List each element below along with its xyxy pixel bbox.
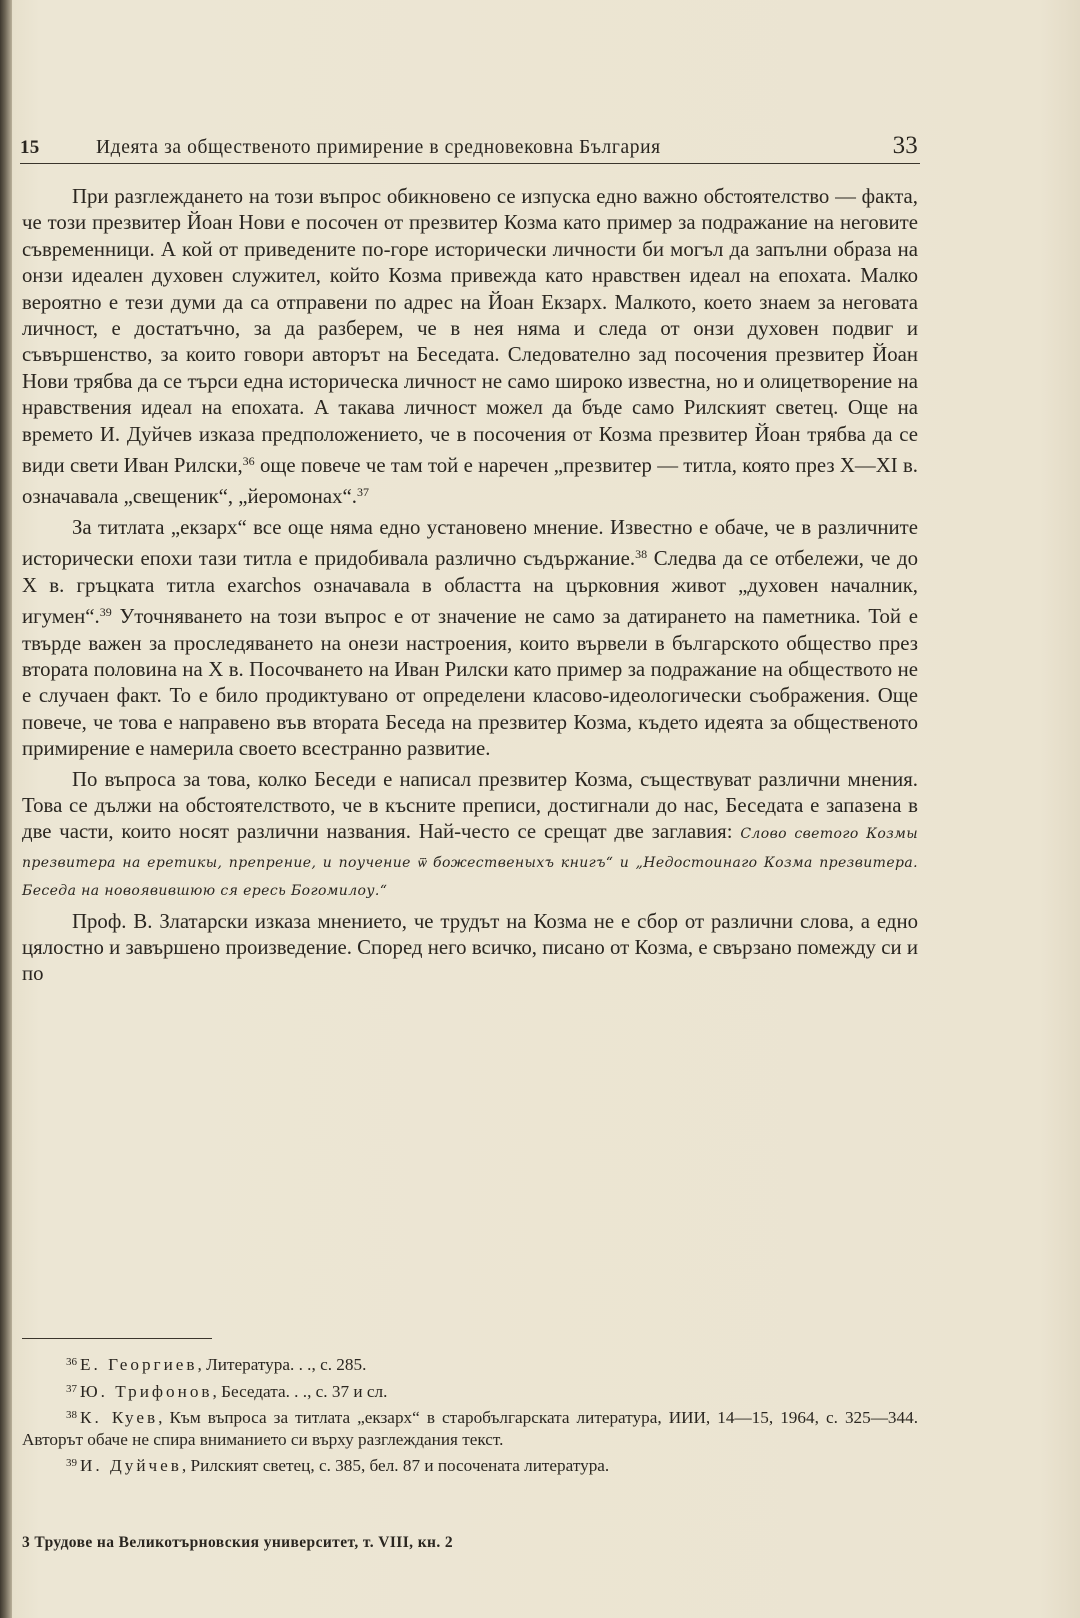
footnote-text: , Литература. . ., с. 285.	[197, 1355, 367, 1374]
paragraph-1	[22, 184, 918, 511]
footnote-number: 39	[66, 1457, 77, 1469]
header-rule	[20, 163, 920, 164]
footnote-author: Ю. Трифонов	[80, 1381, 213, 1401]
footnote-author: И. Дуйчев	[80, 1456, 182, 1475]
footnote-number: 36	[66, 1356, 77, 1368]
footnote-37	[22, 1379, 918, 1403]
footnote-text: , Към въпроса за титлата „екзарх“ в старобългарската литература, ИИИ, 14—15, 1964, с. 325—344. Авторът обаче не спира вниманието си върху разглеждания текст.	[22, 1408, 918, 1449]
footnote-number: 37	[66, 1382, 77, 1395]
paragraph-1-tail: още повече че там той е наречен „презвитер — титла, която през X—XI в. означавала „свещеник“, „йеромонах“.	[22, 454, 919, 509]
page-number: 33	[892, 132, 918, 159]
paragraph-1-text: При разглеждането на този въпрос обикновено се изпуска едно важно обстоятелство — факта, че този презвитер Йоан Нови е посочен от презвитер Козма като пример за подражание на неговите съвременници. А кой от приведените по-горе исторически личности би могъл да запълни образа на онзи идеален духовен служител, който Козма привежда като нравствен идеал на епохата. Малко вероятно е тези думи да са отправени по адрес на Йоан Екзарх. Малкото, което знаем за неговата личност, е достатъчно, за да разберем, че в нея няма и следа от онзи духовен подвиг и съвършенство, за които говори авторът на Беседата. Следователно зад посочения презвитер Йоан Нови трябва да се търси една историческа личност не само широко известна, но и олицетворение на нравствения идеал на епохата. А такава личност можел да бъде само Рилският светец. Още на времето И. Дуйчев изказа предположението, че в посочения от Козма презвитер Йоан трябва да се види свети Иван Рилски,	[22, 185, 918, 478]
footnote-number: 38	[66, 1409, 77, 1421]
paragraph-3	[22, 767, 918, 905]
paragraph-4	[22, 909, 918, 988]
paragraph-4-text: Проф. В. Златарски изказа мнението, че трудът на Козма не е сбор от различни слова, а едно цялостно и завършено произведение. Според него всичко, писано от Козма, е свързано помежду си и по	[22, 909, 918, 986]
footnote-ref-38: 38	[635, 547, 648, 562]
footnote-text: , Беседата. . ., с. 37 и сл.	[212, 1381, 388, 1401]
page-footer: 3 Трудове на Великотърновския университет, т. VIII, кн. 2	[22, 1534, 454, 1551]
paragraph-2	[22, 515, 918, 763]
footnotes	[22, 1352, 918, 1480]
footnote-ref-37: 37	[356, 485, 369, 500]
signature-mark: 15	[20, 137, 40, 158]
old-bulgarian-titles: Слово светого Козмы презвитера на еретикы, препрение, и поучение ѿ божественыхъ книгъ“ и „Недостоинаго Козма презвитера. Беседа на новоявившюю ся ересь Богомилоу.“	[22, 826, 919, 900]
footnote-ref-39: 39	[99, 605, 112, 620]
footnote-rule	[22, 1338, 212, 1339]
paragraph-2-part-b: Уточняването на този въпрос е от значение не само за датирането на паметника. Той е твърде важен за проследяването на онези настроения, които вървели в българското общество през втората половина на X в. Посочването на Иван Рилски като пример за подражание на обществото не е случаен факт. То е било продиктувано от определени класово-идеологически съображения. Още повече, че това е направено във втората Беседа на презвитер Козма, където идеята за общественото примирение е намерила своето всестранно развитие.	[22, 605, 918, 761]
footnote-author: К. Куев	[80, 1408, 159, 1427]
footnote-text: , Рилският светец, с. 385, бел. 87 и посочената литература.	[181, 1456, 610, 1475]
main-text	[22, 184, 918, 992]
binding-edge	[0, 0, 12, 1618]
paragraph-2-part-a: Следва да се отбележи, че до X в. гръцката титла exarchos означавала в областта на църковния живот „духовен началник, игумен“.	[22, 547, 918, 629]
running-header	[20, 132, 920, 166]
running-title: Идеята за общественото примирение в средновековна България	[96, 137, 661, 158]
footnote-author: Е. Георгиев	[80, 1355, 198, 1374]
footnote-ref-36: 36	[242, 454, 255, 469]
paragraph-2-text: За титлата „екзарх“ все още няма едно установено мнение. Известно е обаче, че в различните исторически епохи тази титла е придобивала различно съдържание.	[22, 515, 918, 571]
paragraph-3-text: По въпроса за това, колко Беседи е написал презвитер Козма, съществуват различни мнения. Това се дължи на обстоятелството, че в късните преписи, достигнали до нас, Беседата е запазена в две части, които носят различни названия. Най-често се срещат две заглавия:	[22, 767, 918, 844]
footnote-36	[22, 1352, 918, 1376]
footnote-38	[22, 1405, 918, 1450]
footnote-39	[22, 1453, 918, 1477]
